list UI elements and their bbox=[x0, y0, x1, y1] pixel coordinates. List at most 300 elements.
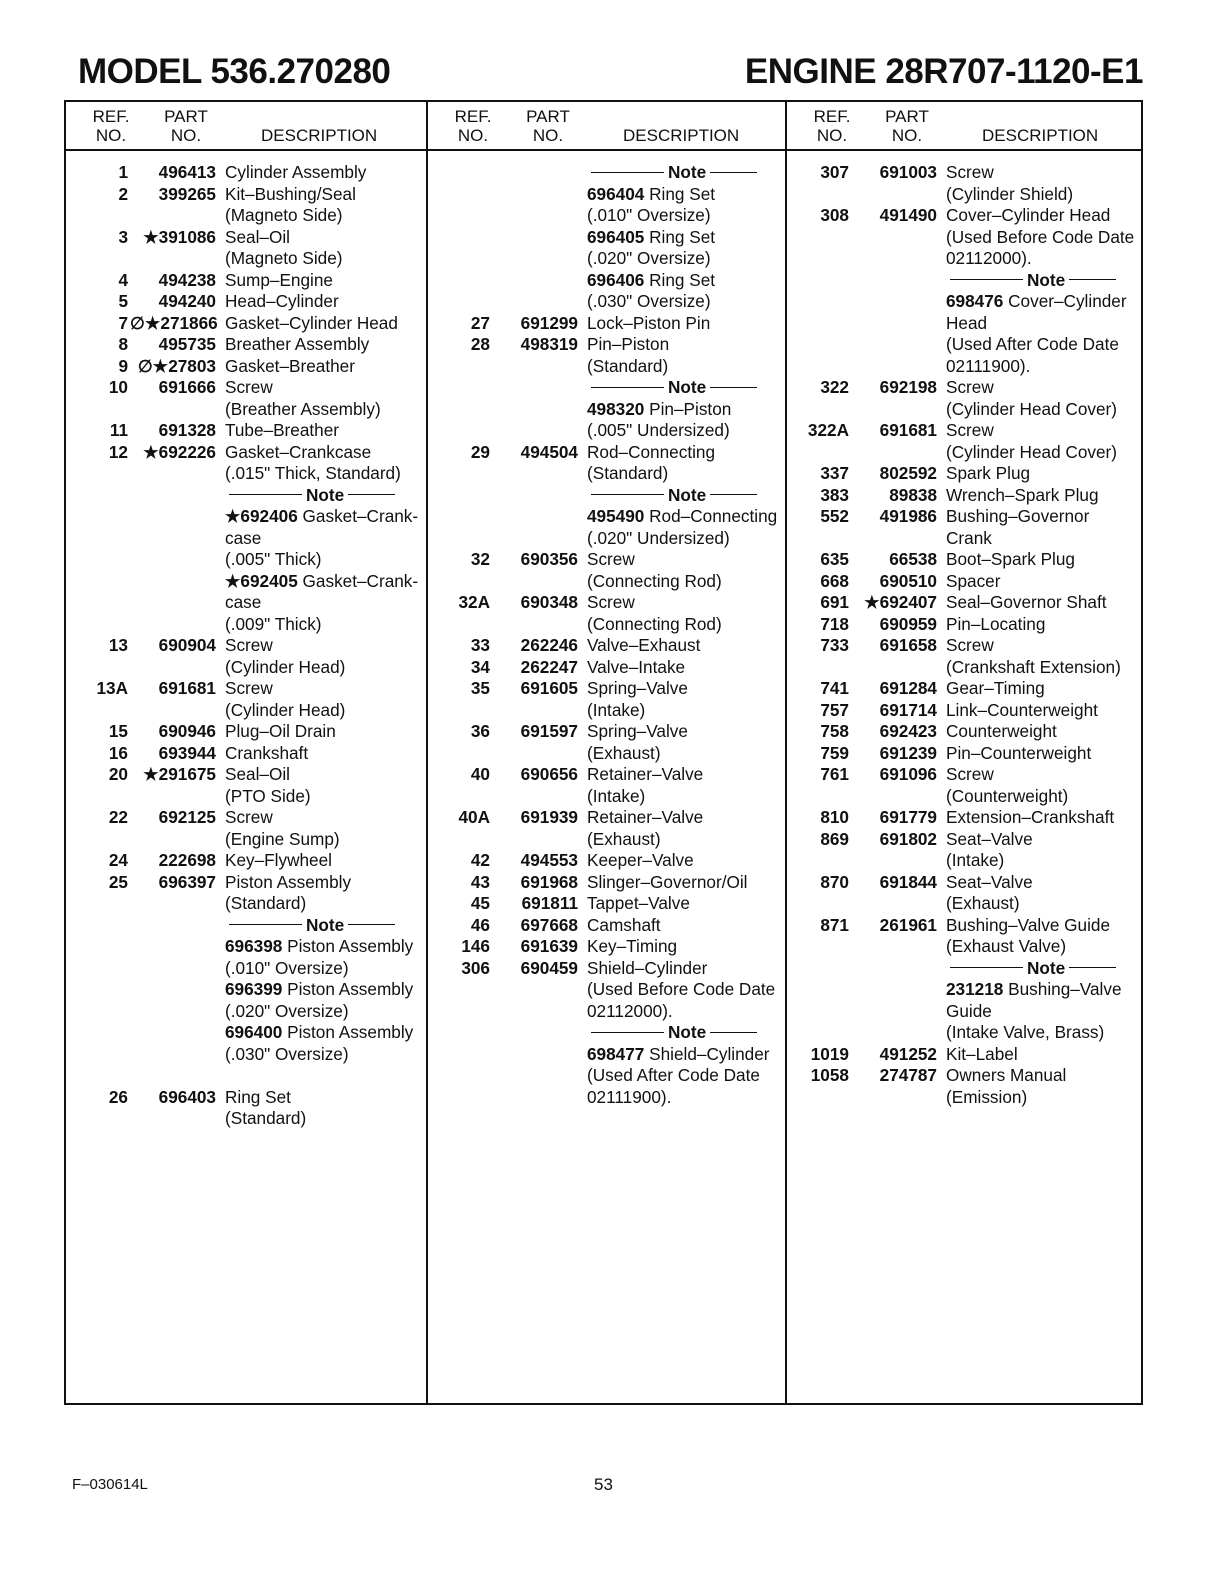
part-row bbox=[66, 291, 426, 313]
part-description: Piston Assembly bbox=[225, 871, 352, 892]
part-description: (.015" Thick, Standard) bbox=[225, 463, 401, 483]
part-number: 690904 bbox=[158, 635, 216, 655]
note-heading bbox=[587, 377, 761, 399]
part-number: 698477 bbox=[587, 1043, 645, 1064]
part-description: Valve–Intake bbox=[587, 656, 686, 677]
part-row bbox=[66, 807, 426, 829]
part-description: Screw bbox=[946, 420, 994, 440]
part-no-header: PART NO. bbox=[526, 107, 570, 145]
part-description: Piston Assembly bbox=[287, 1022, 414, 1042]
ref-number: 4 bbox=[118, 269, 128, 290]
part-number: ★692226 bbox=[143, 441, 216, 462]
part-row bbox=[787, 915, 1143, 937]
part-row bbox=[66, 764, 426, 786]
rule-line bbox=[710, 494, 757, 495]
part-number: 696397 bbox=[158, 871, 216, 892]
description-header: DESCRIPTION bbox=[623, 126, 740, 145]
part-number: 691597 bbox=[520, 721, 578, 741]
description-continuation bbox=[66, 1108, 426, 1130]
part-description: (Cylinder Head) bbox=[225, 656, 346, 677]
part-description: Cover–Cylinder bbox=[1008, 291, 1127, 311]
ref-no-header: REF. NO. bbox=[92, 107, 130, 145]
part-description: (Intake) bbox=[587, 785, 646, 806]
part-description: Gasket–Crank- bbox=[302, 570, 419, 591]
ref-number: 13A bbox=[96, 678, 128, 698]
part-description: Screw bbox=[946, 377, 994, 397]
description-continuation bbox=[787, 442, 1143, 464]
alternate-part bbox=[225, 506, 418, 528]
part-number: 691003 bbox=[879, 162, 937, 182]
part-row bbox=[428, 807, 787, 829]
part-number: 691844 bbox=[879, 871, 937, 892]
description-continuation bbox=[428, 571, 787, 593]
ref-number: 322A bbox=[807, 420, 849, 440]
alternate-part bbox=[225, 1022, 413, 1044]
part-description: Extension–Crankshaft bbox=[946, 807, 1115, 827]
alternate-part-row bbox=[66, 1022, 426, 1044]
part-description: Ring Set bbox=[649, 269, 716, 290]
part-description: Seal–Oil bbox=[225, 764, 290, 784]
alternate-part bbox=[225, 571, 418, 593]
part-row bbox=[66, 721, 426, 743]
part-description: (Intake) bbox=[587, 699, 646, 720]
rule-line bbox=[591, 1032, 664, 1033]
ref-number: 42 bbox=[470, 850, 490, 870]
ref-number: 146 bbox=[461, 936, 490, 956]
ref-number: 34 bbox=[470, 656, 490, 677]
part-description: Breather Assembly bbox=[225, 334, 370, 354]
ref-number: 32 bbox=[470, 549, 490, 569]
ref-number: 2 bbox=[118, 183, 128, 204]
part-number: ★692405 bbox=[225, 570, 298, 591]
part-row bbox=[66, 850, 426, 872]
description-continuation bbox=[787, 893, 1143, 915]
part-number: 690348 bbox=[520, 592, 578, 612]
ref-number: 758 bbox=[820, 721, 849, 741]
part-number: 496413 bbox=[158, 162, 216, 182]
part-row bbox=[787, 420, 1143, 442]
part-no-header: PART NO. bbox=[164, 107, 208, 145]
part-row bbox=[787, 377, 1143, 399]
part-description: Rod–Connecting bbox=[649, 506, 778, 526]
ref-number: 25 bbox=[108, 871, 128, 892]
ref-number: 8 bbox=[118, 334, 128, 354]
part-description: Screw bbox=[946, 764, 994, 784]
page-number: 53 bbox=[594, 1475, 613, 1494]
description-continuation bbox=[66, 657, 426, 679]
parts-column-1 bbox=[66, 102, 426, 1403]
alternate-part-row bbox=[66, 506, 426, 528]
part-description: (Standard) bbox=[587, 463, 669, 483]
rule-line bbox=[710, 387, 757, 388]
description-continuation bbox=[66, 205, 426, 227]
part-description: (Magneto Side) bbox=[225, 248, 343, 268]
part-number: 66538 bbox=[889, 549, 937, 569]
part-description: case bbox=[225, 527, 262, 548]
part-description: Wrench–Spark Plug bbox=[946, 484, 1099, 505]
description-continuation bbox=[787, 786, 1143, 808]
ref-number: 11 bbox=[109, 420, 128, 440]
ref-number: 15 bbox=[108, 721, 128, 741]
part-description: Piston Assembly bbox=[287, 979, 414, 999]
description-continuation bbox=[428, 829, 787, 851]
part-description: (.010" Oversize) bbox=[587, 205, 711, 225]
parts-column-2 bbox=[426, 102, 787, 1403]
description-continuation bbox=[787, 657, 1143, 679]
part-number: 696404 bbox=[587, 183, 645, 204]
description-continuation bbox=[428, 700, 787, 722]
ref-number: 810 bbox=[820, 807, 849, 827]
rule-line bbox=[950, 967, 1023, 968]
part-description: (Used Before Code Date bbox=[587, 979, 776, 999]
part-row bbox=[66, 227, 426, 249]
ref-number: 761 bbox=[820, 764, 849, 784]
alternate-part bbox=[946, 979, 1122, 1001]
parts-list bbox=[787, 162, 1143, 1108]
part-description: (Standard) bbox=[225, 893, 307, 913]
part-description: Kit–Label bbox=[946, 1043, 1018, 1064]
ref-number: 16 bbox=[108, 742, 128, 763]
part-description: Shield–Cylinder bbox=[587, 957, 708, 978]
description-continuation bbox=[428, 1065, 787, 1087]
part-row bbox=[787, 571, 1143, 593]
note-label: Note bbox=[1027, 269, 1066, 290]
part-number: 692198 bbox=[879, 377, 937, 397]
part-description: Screw bbox=[587, 592, 635, 612]
part-number: 495735 bbox=[158, 334, 216, 354]
part-row bbox=[787, 721, 1143, 743]
part-number: 692423 bbox=[879, 721, 937, 741]
part-row bbox=[66, 313, 426, 335]
part-number: 690510 bbox=[879, 570, 937, 591]
note-divider bbox=[787, 270, 1143, 292]
note-divider bbox=[66, 915, 426, 937]
description-continuation bbox=[787, 1087, 1143, 1109]
description-continuation bbox=[787, 1001, 1143, 1023]
part-row bbox=[66, 678, 426, 700]
description-continuation bbox=[787, 850, 1143, 872]
description-continuation bbox=[787, 334, 1143, 356]
rule-line bbox=[229, 924, 302, 925]
ref-number: 322 bbox=[820, 377, 849, 397]
part-description: Seal–Governor Shaft bbox=[946, 592, 1107, 612]
part-number: 691968 bbox=[520, 871, 578, 892]
part-description: Camshaft bbox=[587, 914, 661, 935]
part-number: 691714 bbox=[879, 699, 937, 720]
note-heading bbox=[587, 162, 761, 184]
part-description: (.020" Undersized) bbox=[587, 527, 730, 548]
part-row bbox=[428, 915, 787, 937]
rule-line bbox=[710, 172, 757, 173]
alternate-part-row bbox=[428, 1044, 787, 1066]
part-row bbox=[428, 764, 787, 786]
alternate-part bbox=[587, 184, 715, 206]
part-row bbox=[66, 442, 426, 464]
part-description: Spacer bbox=[946, 570, 1001, 591]
part-row bbox=[787, 764, 1143, 786]
part-row bbox=[787, 872, 1143, 894]
ref-number: 43 bbox=[470, 871, 490, 892]
ref-number: 22 bbox=[108, 807, 128, 827]
part-description: (.009" Thick) bbox=[225, 613, 322, 634]
part-row bbox=[428, 850, 787, 872]
ref-number: 45 bbox=[470, 893, 490, 913]
part-row bbox=[66, 872, 426, 894]
part-description: Counterweight bbox=[946, 721, 1057, 741]
part-description: Pin–Piston bbox=[649, 398, 732, 419]
ref-number: 668 bbox=[820, 570, 849, 591]
part-row bbox=[66, 1087, 426, 1109]
part-number: 495490 bbox=[587, 506, 645, 526]
part-description: Screw bbox=[225, 635, 273, 655]
part-row bbox=[787, 485, 1143, 507]
description-continuation bbox=[787, 248, 1143, 270]
note-label: Note bbox=[306, 484, 345, 505]
description-continuation bbox=[787, 399, 1143, 421]
note-label: Note bbox=[1027, 957, 1066, 978]
part-description: Tube–Breather bbox=[225, 420, 340, 440]
part-description: Gasket–Cylinder Head bbox=[225, 312, 398, 333]
part-number: 491252 bbox=[879, 1043, 937, 1064]
part-description: (Used Before Code Date bbox=[946, 226, 1135, 247]
part-row bbox=[787, 162, 1143, 184]
description-continuation bbox=[787, 227, 1143, 249]
ref-number: 307 bbox=[820, 162, 849, 182]
ref-number: 871 bbox=[820, 914, 849, 935]
part-row bbox=[428, 936, 787, 958]
ref-number: 383 bbox=[820, 484, 849, 505]
rule-line bbox=[348, 494, 395, 495]
part-number: 693944 bbox=[158, 742, 216, 763]
part-number: 262247 bbox=[520, 656, 578, 677]
part-description: (Standard) bbox=[587, 355, 669, 376]
alternate-part-row bbox=[428, 399, 787, 421]
part-number: 690356 bbox=[520, 549, 578, 569]
part-description: Screw bbox=[946, 162, 994, 182]
part-row bbox=[787, 463, 1143, 485]
note-label: Note bbox=[668, 1022, 707, 1042]
part-row bbox=[66, 162, 426, 184]
part-description: (Exhaust) bbox=[587, 828, 661, 849]
ref-number: 718 bbox=[820, 613, 849, 634]
part-number: ★391086 bbox=[143, 226, 216, 247]
ref-number: 306 bbox=[461, 957, 490, 978]
part-number: 690459 bbox=[520, 957, 578, 978]
part-description: Guide bbox=[946, 1000, 992, 1021]
part-number: 262246 bbox=[520, 635, 578, 655]
part-description: Cylinder Assembly bbox=[225, 162, 367, 182]
description-continuation bbox=[787, 356, 1143, 378]
description-continuation bbox=[66, 786, 426, 808]
model-title: MODEL 536.270280 bbox=[78, 52, 391, 91]
ref-number: 24 bbox=[108, 850, 128, 870]
part-description: Retainer–Valve bbox=[587, 807, 704, 827]
rule-line bbox=[229, 494, 302, 495]
part-description: (Exhaust) bbox=[587, 742, 661, 763]
ref-number: 28 bbox=[470, 334, 490, 354]
part-description: Crankshaft bbox=[225, 742, 309, 763]
part-row bbox=[66, 635, 426, 657]
part-number: 692125 bbox=[158, 807, 216, 827]
rule-line bbox=[591, 172, 664, 173]
ref-number: 36 bbox=[470, 721, 490, 741]
part-description: Gasket–Crankcase bbox=[225, 441, 372, 462]
description-continuation bbox=[428, 614, 787, 636]
part-number: 494504 bbox=[520, 441, 578, 462]
note-heading bbox=[225, 915, 399, 937]
rule-line bbox=[950, 279, 1023, 280]
ref-number: 337 bbox=[820, 463, 849, 483]
ref-number: 26 bbox=[108, 1086, 128, 1107]
alternate-part bbox=[225, 979, 413, 1001]
part-row bbox=[66, 377, 426, 399]
description-continuation bbox=[787, 184, 1143, 206]
note-label: Note bbox=[668, 377, 707, 397]
part-description: (Engine Sump) bbox=[225, 828, 340, 849]
part-row bbox=[428, 721, 787, 743]
parts-list bbox=[66, 162, 426, 1130]
part-description: Cover–Cylinder Head bbox=[946, 205, 1111, 225]
part-description: Spring–Valve bbox=[587, 678, 688, 698]
part-number: 494238 bbox=[158, 269, 216, 290]
part-description: Gasket–Breather bbox=[225, 355, 355, 376]
part-row bbox=[66, 420, 426, 442]
part-description: Owners Manual bbox=[946, 1065, 1067, 1085]
part-description: Bushing–Valve Guide bbox=[946, 914, 1111, 935]
part-row bbox=[787, 700, 1143, 722]
description-continuation bbox=[66, 592, 426, 614]
part-row bbox=[428, 657, 787, 679]
part-number: 498320 bbox=[587, 398, 645, 419]
ref-number: 13 bbox=[108, 635, 128, 655]
part-description: Spring–Valve bbox=[587, 721, 688, 741]
part-row bbox=[787, 678, 1143, 700]
part-row bbox=[787, 506, 1143, 528]
description-continuation bbox=[66, 248, 426, 270]
part-number: 697668 bbox=[520, 914, 578, 935]
part-number: 691328 bbox=[158, 420, 216, 440]
description-continuation bbox=[66, 893, 426, 915]
part-description: 02112000). bbox=[587, 1000, 673, 1021]
part-description: Screw bbox=[225, 807, 273, 827]
part-description: (.030" Oversize) bbox=[587, 291, 711, 311]
part-row bbox=[428, 313, 787, 335]
part-number: 696405 bbox=[587, 226, 645, 247]
note-divider bbox=[428, 377, 787, 399]
part-number: 494553 bbox=[520, 850, 578, 870]
part-description: (Exhaust) bbox=[946, 893, 1020, 913]
ref-number: 7 bbox=[118, 312, 128, 333]
part-row bbox=[428, 678, 787, 700]
part-number: 696406 bbox=[587, 269, 645, 290]
ref-number: 552 bbox=[820, 506, 849, 526]
description-header: DESCRIPTION bbox=[261, 126, 378, 145]
rule-line bbox=[710, 1032, 757, 1033]
part-row bbox=[787, 807, 1143, 829]
part-description: Valve–Exhaust bbox=[587, 635, 701, 655]
ref-number: 3 bbox=[118, 226, 128, 247]
part-number: 696400 bbox=[225, 1022, 283, 1042]
part-number: 696403 bbox=[158, 1086, 216, 1107]
part-description: Kit–Bushing/Seal bbox=[225, 183, 356, 204]
part-row bbox=[66, 270, 426, 292]
part-description: Screw bbox=[587, 549, 635, 569]
description-continuation bbox=[787, 528, 1143, 550]
ref-number: 29 bbox=[470, 441, 490, 462]
part-description: Key–Timing bbox=[587, 936, 678, 956]
part-description: Rod–Connecting bbox=[587, 441, 716, 462]
ref-number: 12 bbox=[108, 441, 128, 462]
alternate-part-row bbox=[428, 184, 787, 206]
part-number: 261961 bbox=[879, 914, 937, 935]
part-row bbox=[428, 442, 787, 464]
part-description: (.020" Oversize) bbox=[225, 1000, 349, 1021]
part-description: (.010" Oversize) bbox=[225, 957, 349, 978]
description-header: DESCRIPTION bbox=[982, 126, 1099, 145]
part-description: case bbox=[225, 592, 262, 612]
part-number: 691299 bbox=[520, 312, 578, 333]
description-continuation bbox=[428, 356, 787, 378]
part-description: (Standard) bbox=[225, 1108, 307, 1128]
part-description: Lock–Piston Pin bbox=[587, 312, 711, 333]
part-number: ★692407 bbox=[864, 592, 937, 612]
note-divider bbox=[428, 485, 787, 507]
part-number: ★291675 bbox=[143, 764, 216, 784]
ref-number: 1 bbox=[118, 162, 128, 182]
part-description: Link–Counterweight bbox=[946, 699, 1098, 720]
part-number: 696399 bbox=[225, 979, 283, 999]
part-number: 494240 bbox=[158, 291, 216, 311]
description-continuation bbox=[428, 979, 787, 1001]
part-number: 690656 bbox=[520, 764, 578, 784]
part-description: Crank bbox=[946, 527, 992, 548]
part-description: Gear–Timing bbox=[946, 678, 1045, 698]
ref-no-header: REF. NO. bbox=[813, 107, 851, 145]
part-number: 274787 bbox=[879, 1065, 937, 1085]
part-description: (PTO Side) bbox=[225, 785, 311, 806]
part-row bbox=[787, 205, 1143, 227]
ref-number: 32A bbox=[458, 592, 490, 612]
part-description: Piston Assembly bbox=[287, 936, 414, 956]
ref-number: 759 bbox=[820, 742, 849, 763]
part-row bbox=[787, 549, 1143, 571]
part-description: (Connecting Rod) bbox=[587, 613, 722, 634]
alternate-part bbox=[587, 399, 731, 421]
part-description: (Magneto Side) bbox=[225, 205, 343, 225]
rule-line bbox=[1069, 967, 1116, 968]
part-row bbox=[428, 958, 787, 980]
ref-number: 10 bbox=[108, 377, 128, 397]
part-description: Ring Set bbox=[649, 226, 716, 247]
part-description: (.030" Oversize) bbox=[225, 1043, 349, 1064]
part-number: 498319 bbox=[520, 334, 578, 354]
ref-number: 33 bbox=[470, 635, 490, 655]
part-number: 491490 bbox=[879, 205, 937, 225]
description-continuation bbox=[428, 743, 787, 765]
part-number: 399265 bbox=[158, 183, 216, 204]
ref-number: 741 bbox=[820, 678, 849, 698]
description-continuation bbox=[66, 463, 426, 485]
rule-line bbox=[591, 387, 664, 388]
ref-number: 5 bbox=[118, 291, 128, 311]
part-row bbox=[787, 592, 1143, 614]
part-description: Head bbox=[946, 312, 988, 333]
part-description: Screw bbox=[225, 678, 273, 698]
description-continuation bbox=[428, 248, 787, 270]
engine-title: ENGINE 28R707-1120-E1 bbox=[744, 52, 1143, 91]
part-number: ∅★27803 bbox=[137, 355, 216, 376]
parts-list bbox=[428, 162, 787, 1108]
